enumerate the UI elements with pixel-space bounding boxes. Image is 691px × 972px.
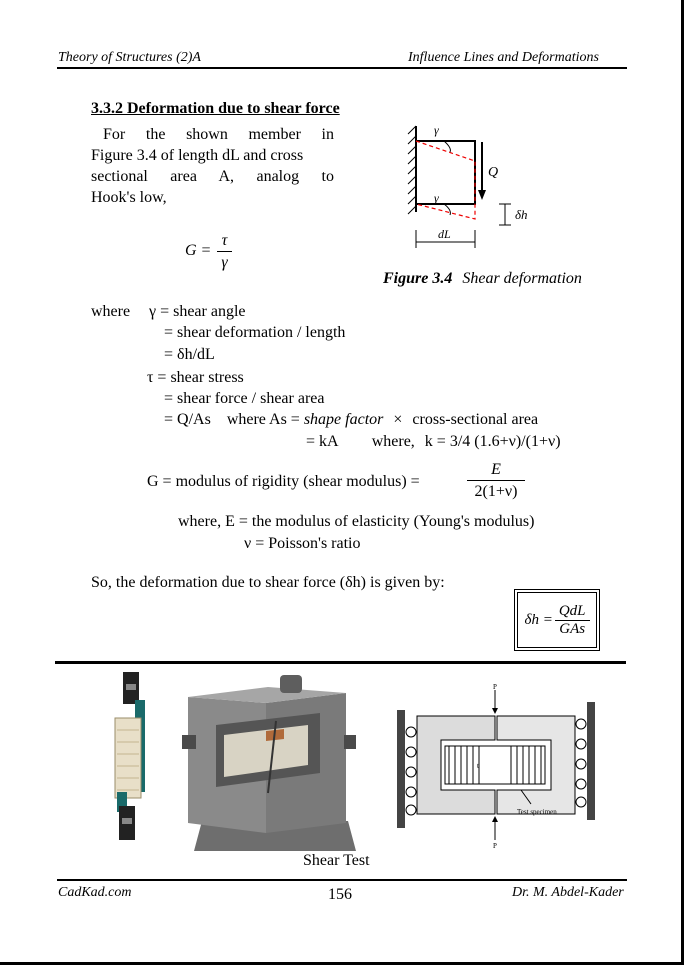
header-left: Theory of Structures (2)A [58,50,201,65]
qa-line-where: where As = [226,411,300,428]
intro-paragraph [91,124,334,208]
gamma-line-1: γ = shear angle [149,303,246,320]
figure-caption [383,270,582,288]
footer-left: CadKad.com [58,885,132,900]
g-formula-den: γ [221,254,228,271]
figure-caption-label: Figure 3.4 [383,270,453,287]
header-rule [57,67,627,69]
intro-line-4: Hook's low, [91,189,167,206]
e-line: where, E = the modulus of elasticity (Young's modulus) [178,513,535,530]
g-formula [185,230,232,273]
specimen-label: Test specimen [517,808,557,816]
tau-line-2: = shear force / shear area [164,390,325,407]
dh-label: δh [515,207,528,222]
gamma-line-3: = δh/dL [164,346,215,363]
header-right: Influence Lines and Deformations [408,50,599,65]
p-bottom-label: P [493,842,497,850]
g-line-num: E [467,459,525,481]
result-den: GAs [559,620,586,637]
conclusion-text: So, the deformation due to shear force (δh) is given by: [91,574,445,591]
footer-right: Dr. M. Abdel-Kader [512,885,624,900]
g-line: G = modulus of rigidity (shear modulus) = [147,473,420,490]
footer-rule [57,879,627,881]
shear-fixture-photo [180,673,360,851]
g-line-den: 2(1+ν) [474,483,518,500]
result-fraction [555,603,590,638]
intro-line-2: Figure 3.4 of length dL and cross [91,147,304,164]
intro-line-3: sectional area A, analog to [91,168,334,185]
q-label: Q [488,165,499,180]
gamma-label-top: γ [434,123,439,137]
photos-caption: Shear Test [303,852,370,869]
result-formula-box [517,592,597,648]
gamma-label-bottom: γ [434,191,439,205]
q-arrow-head [478,190,486,200]
shear-test-schematic [395,680,600,850]
deformed-outline [416,141,475,219]
g-line-frac [467,459,525,502]
nu-line: ν = Poisson's ratio [244,535,361,552]
where-label: where [91,303,131,320]
intro-line-1: For the shown member in [103,126,334,143]
g-line-fraction [467,459,525,502]
wall-hatch [408,126,416,214]
g-formula-fraction [217,230,231,273]
shear-deformation-figure [398,120,548,250]
g-formula-lhs: G = [185,242,212,260]
section-separator [55,661,626,664]
qa-line-shape: shape factor [303,411,384,428]
tau-line-1: τ = shear stress [147,369,244,386]
shear-specimen-photo [105,670,165,842]
ka-line-where: where, [371,433,415,450]
figure-caption-text: Shear deformation [462,270,582,287]
dh-dimension [499,204,511,225]
dl-label: dL [438,227,451,241]
gamma-arc-bottom [444,204,450,215]
qa-line-times: × [393,411,403,428]
ka-line-formula: = kA [306,433,338,450]
ka-line [306,431,561,452]
g-formula-num: τ [217,230,231,252]
qa-line-area: cross-sectional area [412,411,539,428]
result-num: QdL [555,603,590,621]
ka-line-k: k = 3/4 (1.6+ν)/(1+ν) [424,433,561,450]
gamma-line-2: = shear deformation / length [164,324,346,341]
qa-line-formula: = Q/As [164,411,211,428]
p-top-label: P [493,683,497,691]
page-number: 156 [328,886,352,903]
result-lhs: δh = [524,611,553,628]
section-title: 3.3.2 Deformation due to shear force [91,100,340,117]
t-label: t [477,762,479,770]
qa-line [164,409,538,430]
